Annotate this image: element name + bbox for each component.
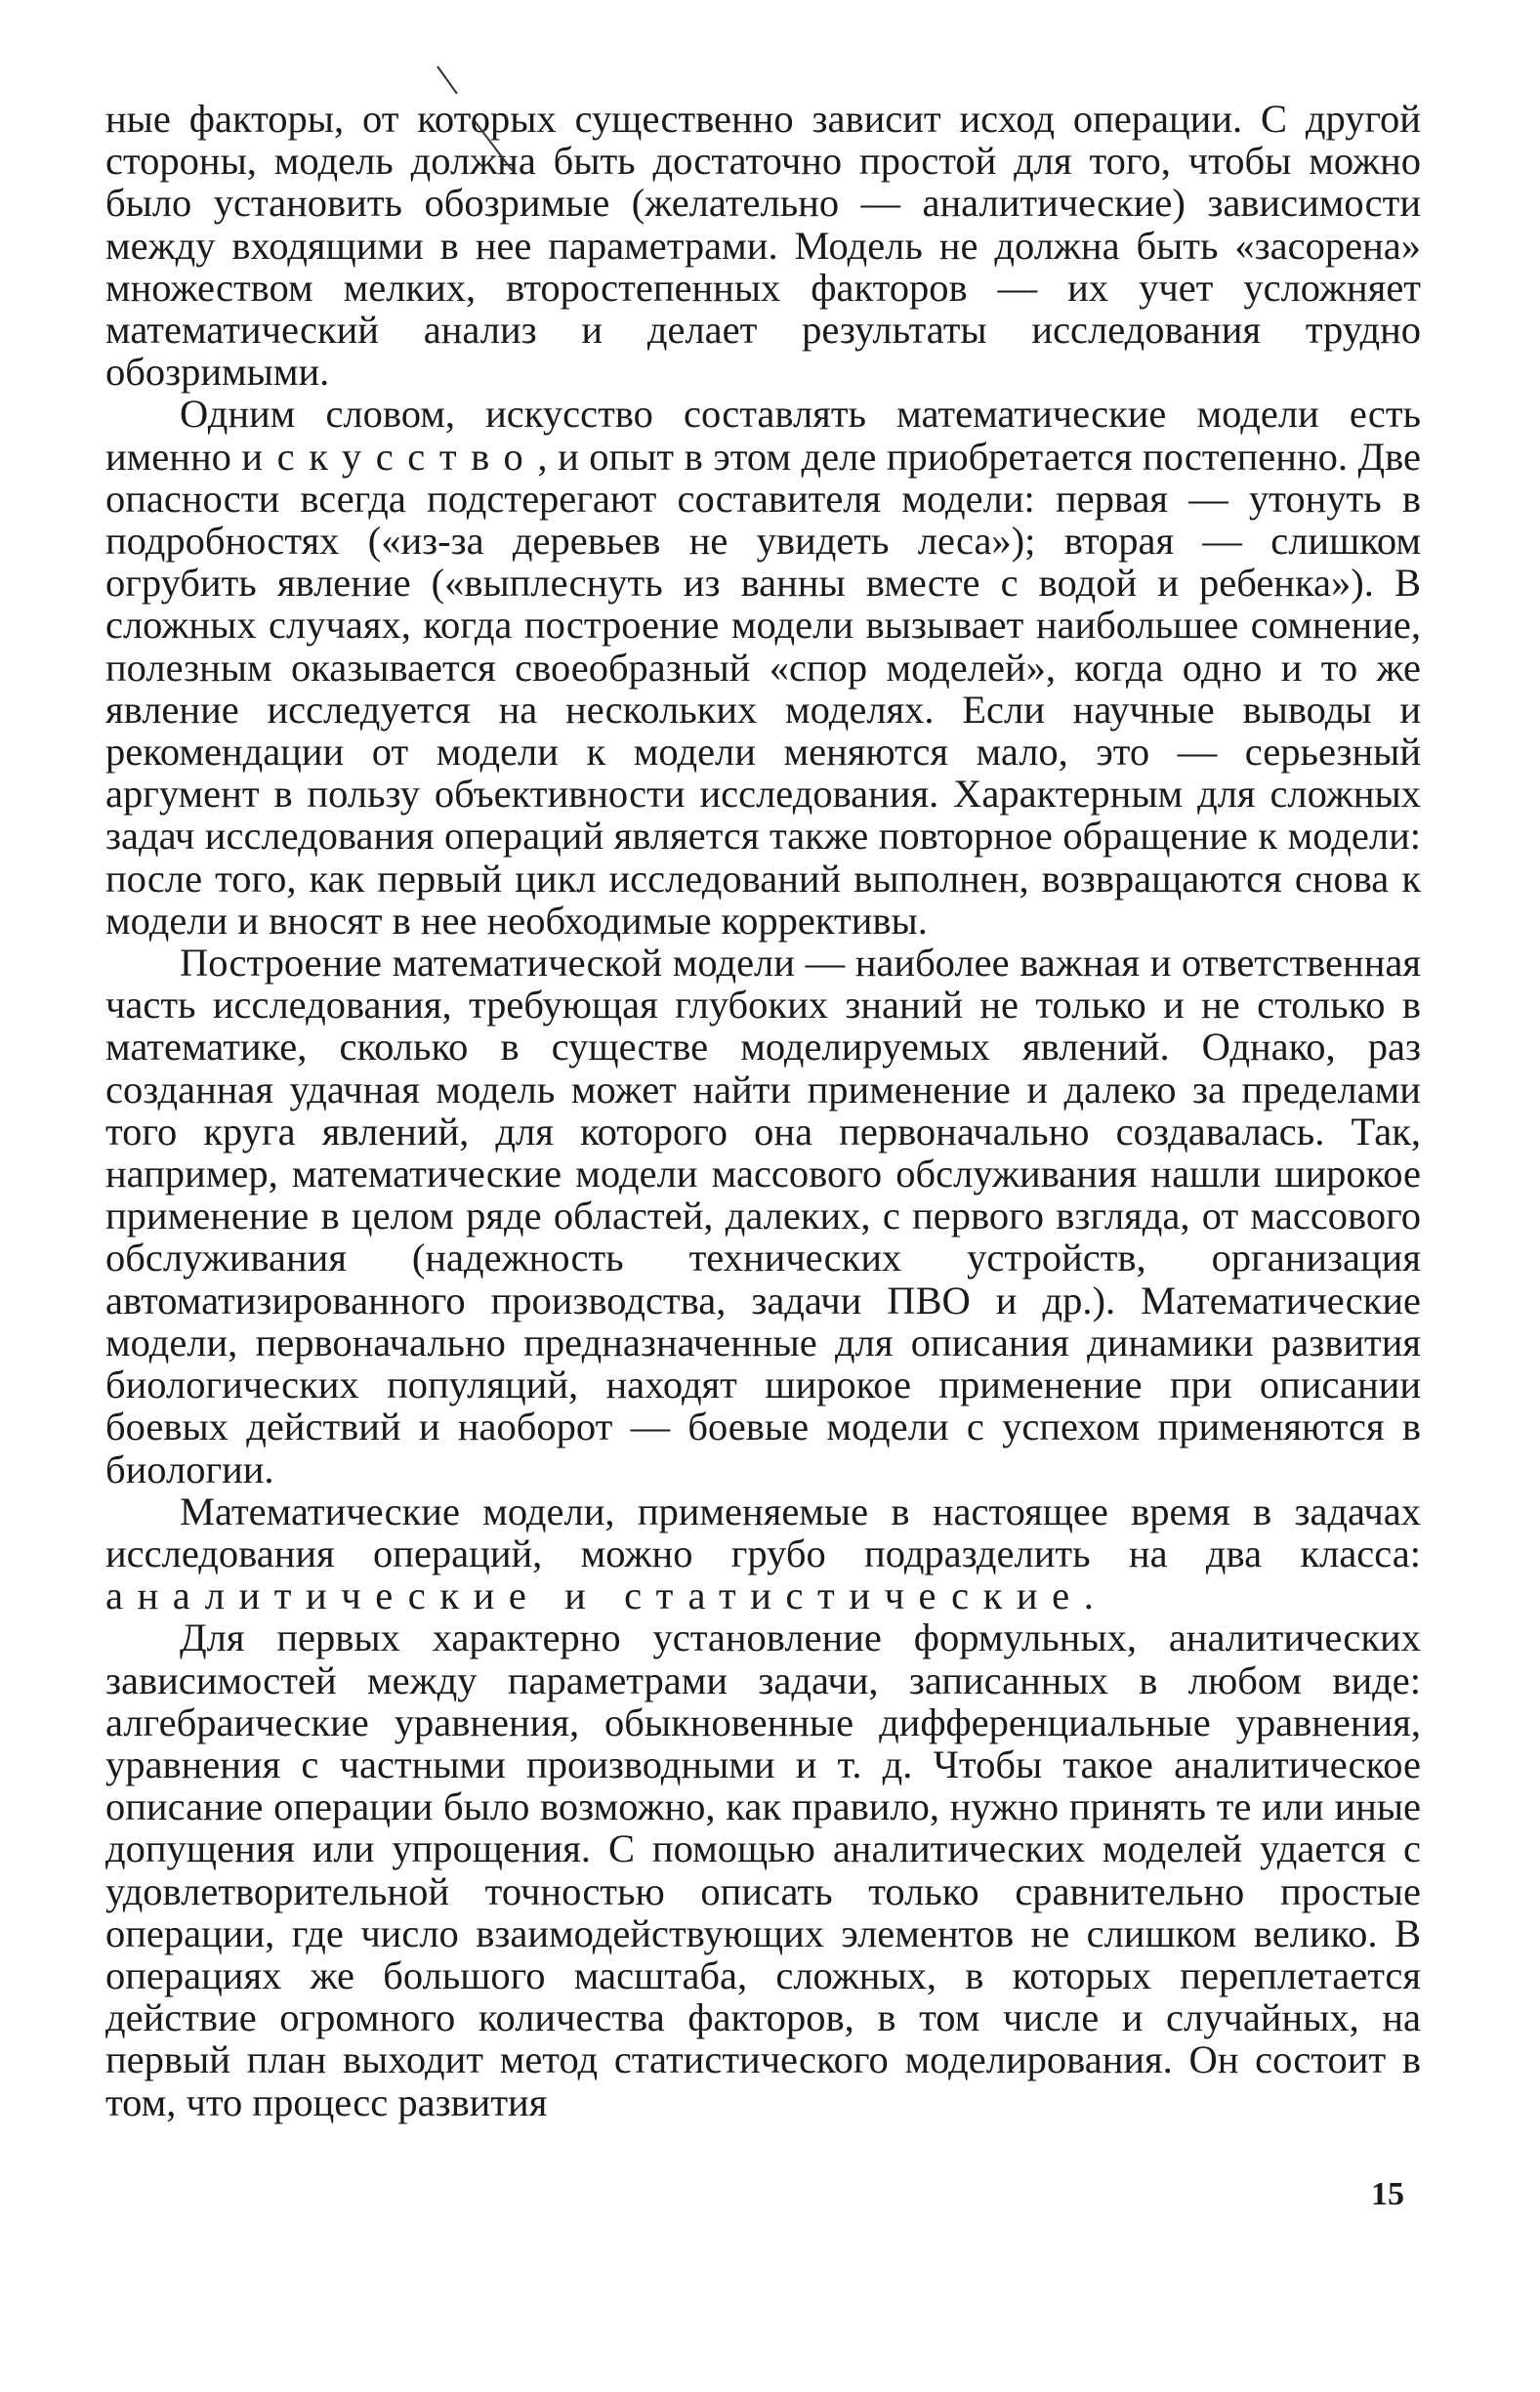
paragraph-4-period: . — [1083, 1574, 1094, 1618]
paragraph-4-text-a: Математические модели, применяемые в настоящее время в задачах исследования операций, можно грубо подразделить на два класса: — [105, 1489, 1421, 1575]
paragraph-5-text: Для первых характерно установление формульных, аналитических зависимостей между параметрами задачи, записанных в любом виде: алгебраические уравнения, обыкновенные дифференциальные уравнения, уравнения с частными производными и т. д. Чтобы такое аналитическое описание операции было возможно, как правило, нужно принять те или иные допущения или упрощения. С помощью аналитических моделей удается с удовлетворительной точностью описать только сравнительно простые операции, где число взаимодействующих элементов не слишком велико. В операциях же большого масштаба, сложных, в которых переплетается действие огромного количества факторов, в том числе и случайных, на первый план выходит метод статистического моделирования. Он состоит в том, что процесс развития — [105, 1616, 1421, 2124]
paragraph-2 — [105, 393, 1421, 942]
emphasis-conjunction: и — [540, 1574, 625, 1618]
paragraph-5 — [105, 1616, 1421, 2122]
pencil-stroke-mark — [436, 64, 514, 172]
paragraph-3-text: Построение математической модели — наиболее важная и ответственная часть исследования, требующая глубоких знаний не только и не столько в математике, сколько в существе моделируемых явлений. Однако, раз созданная удачная модель может найти применение и далеко за пределами того круга явлений, для которого она первоначально создавалась. Так, например, математические модели массового обслуживания нашли широкое применение в целом ряде областей, далеких, с первого взгляда, от массового обслуживания (надежность технических устройств, организация автоматизированного производства, задачи ПВО и др.). Математические модели, первоначально предназначенные для описания динамики развития биологических популяций, находят широкое применение при описании боевых действий и наоборот — боевые модели с успехом применяются в биологии. — [105, 941, 1421, 1491]
paragraph-2-text-a: Одним словом, искусство составлять математические модели есть именно — [105, 392, 1421, 479]
emphasis-statisticheskie: статистические — [624, 1574, 1084, 1618]
emphasis-analiticheskie: аналитические — [105, 1574, 541, 1618]
paragraph-3 — [105, 942, 1421, 1490]
emphasis-iskusstvo: искусство — [241, 434, 538, 479]
page-text — [105, 98, 1421, 2123]
paragraph-4 — [105, 1490, 1421, 1617]
paragraph-1 — [105, 98, 1421, 393]
paragraph-2-text-b: , и опыт в этом деле приобретается постепенно. Две опасности всегда подстерегают составителя модели: первая — утонуть в подробностях («из-за деревьев не увидеть леса»); вторая — слишком огрубить явление («выплеснуть из ванны вместе с водой и ребенка»). В сложных случаях, когда построение модели вызывает наибольшее сомнение, полезным оказывается своеобразный «спор моделей», когда одно и то же явление исследуется на нескольких моделях. Если научные выводы и рекомендации от модели к модели меняются мало, это — серьезный аргумент в пользу объективности исследования. Характерным для сложных задач исследования операций является также повторное обращение к модели: после того, как первый цикл исследований выполнен, возвращаются снова к модели и вносят в нее необходимые коррективы. — [105, 434, 1421, 943]
paragraph-1-text: ные факторы, от которых существенно зависит исход операции. С другой стороны, модель должна быть достаточно простой для того, чтобы можно было установить обозримые (желательно — аналитические) зависимости между входящими в нее параметрами. Модель не должна быть «засорена» множеством мелких, второстепенных факторов — их учет усложняет математический анализ и делает результаты исследования трудно обозримыми. — [105, 97, 1421, 395]
page-number: 15 — [1371, 2176, 1404, 2212]
